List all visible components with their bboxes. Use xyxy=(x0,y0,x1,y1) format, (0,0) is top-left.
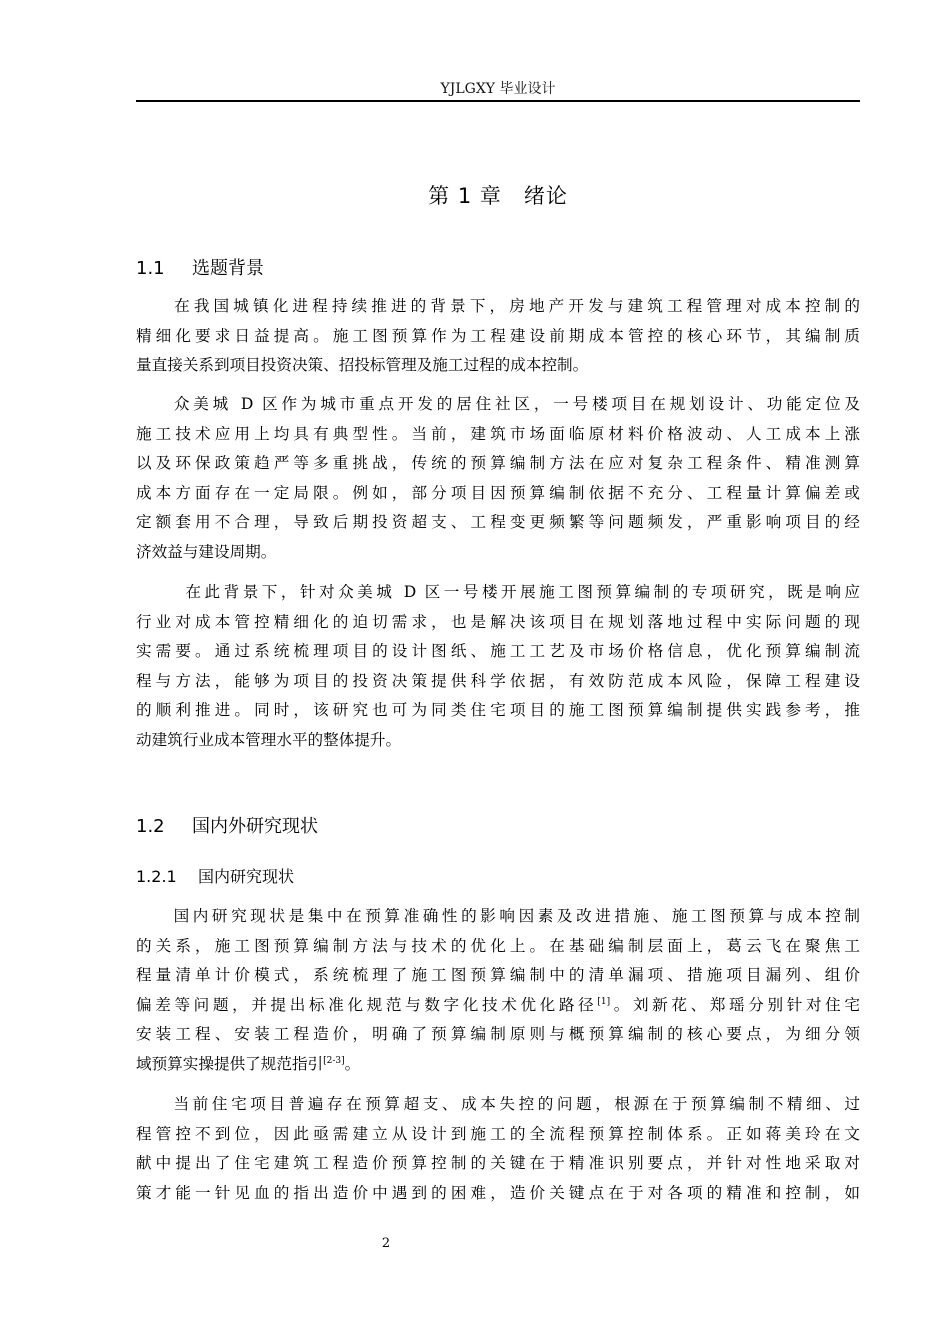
section-number: 1.2 xyxy=(136,816,165,837)
text-line: 在此背景下，针对众美城 D 区一号楼开展施工图预算编制的专项研究，既是响应 xyxy=(182,583,860,601)
text-line: 定额套用不合理，导致后期投资超支、工程变更频繁等问题频发，严重影响项目的经 xyxy=(136,513,860,531)
text-line: 以及环保政策趋严等多重挑战，传统的预算编制方法在应对复杂工程条件、精准测算 xyxy=(136,454,860,472)
subsection-heading-1-2-1 xyxy=(136,864,294,887)
text-line: 施工技术应用上均具有典型性。当前，建筑市场面临原材料价格波动、人工成本上涨 xyxy=(136,424,860,443)
text-line: 域预算实操提供了规范指引[2-3]。 xyxy=(136,1054,361,1073)
text-line: 的关系，施工图预算编制方法与技术的优化上。在基础编制层面上，葛云飞在聚焦工 xyxy=(136,936,860,955)
section-heading-1-1 xyxy=(136,254,264,280)
text-line: 行业对成本管控精细化的迫切需求，也是解决该项目在规划落地过程中实际问题的现 xyxy=(136,612,860,631)
section-heading-1-2 xyxy=(136,812,318,838)
paragraph-1-2-1-b xyxy=(136,1090,860,1208)
text-line: 当前住宅项目普遍存在预算超支、成本失控的问题，根源在于预算编制不精细、过 xyxy=(170,1095,860,1113)
text-line: 动建筑行业成本管理水平的整体提升。 xyxy=(136,730,402,749)
paragraph-1-1-b xyxy=(136,390,860,567)
text-line: 程与方法，能够为项目的投资决策提供科学依据，有效防范成本风险，保障工程建设 xyxy=(136,671,860,690)
paragraph-1-1-a xyxy=(136,292,860,381)
text-line: 济效益与建设周期。 xyxy=(136,542,277,561)
paragraph-1-1-c xyxy=(136,578,860,755)
section-number: 1.1 xyxy=(136,258,165,279)
text-line: 献中提出了住宅建筑工程造价预算控制的关键在于精准识别要点，并针对性地采取对 xyxy=(136,1154,860,1172)
text-line: 在我国城镇化进程持续推进的背景下，房地产开发与建筑工程管理对成本控制的 xyxy=(170,297,860,315)
section-title: 选题背景 xyxy=(192,258,264,279)
paragraph-1-2-1-a xyxy=(136,902,860,1079)
text-line: 众美城 D 区作为城市重点开发的居住社区，一号楼项目在规划设计、功能定位及 xyxy=(170,395,860,413)
text-line: 量直接关系到项目投资决策、招投标管理及施工过程的成本控制。 xyxy=(136,356,589,374)
text-line: 实需要。通过系统梳理项目的设计图纸、施工工艺及市场价格信息，优化预算编制流 xyxy=(136,642,860,660)
subsection-number: 1.2.1 xyxy=(136,867,177,886)
text-line: 偏差等问题，并提出标准化规范与数字化技术优化路径[1]。刘新花、郑瑶分别针对住宅 xyxy=(136,995,860,1014)
text-line: 的顺利推进。同时，该研究也可为同类住宅项目的施工图预算编制提供实践参考，推 xyxy=(136,701,860,719)
subsection-title: 国内研究现状 xyxy=(198,867,295,886)
text-line: 策才能一针见血的指出造价中遇到的困难，造价关键点在于对各项的精准和控制，如 xyxy=(136,1183,860,1202)
text-line: 程量清单计价模式，系统梳理了施工图预算编制中的清单漏项、措施项目漏列、组价 xyxy=(136,966,860,984)
section-title: 国内外研究现状 xyxy=(192,816,318,837)
text-line: 成本方面存在一定局限。例如，部分项目因预算编制依据不充分、工程量计算偏差或 xyxy=(136,483,860,502)
citation: [1] xyxy=(597,996,611,1007)
text-line: 安装工程、安装工程造价，明确了预算编制原则与概预算编制的核心要点，为细分领 xyxy=(136,1025,860,1043)
header-rule xyxy=(136,100,860,102)
text-line: 程管控不到位，因此亟需建立从设计到施工的全流程预算控制体系。正如蒋美玲在文 xyxy=(136,1124,860,1143)
chapter-title: 第 1 章 绪论 xyxy=(428,184,568,208)
text-line: 精细化要求日益提高。施工图预算作为工程建设前期成本管控的核心环节，其编制质 xyxy=(136,326,860,345)
running-header: YJLGXY 毕业设计 xyxy=(440,81,556,97)
text-line: 国内研究现状是集中在预算准确性的影响因素及改进措施、施工图预算与成本控制 xyxy=(170,907,860,925)
page-number: 2 xyxy=(381,1236,391,1251)
citation: [2-3] xyxy=(323,1055,345,1066)
